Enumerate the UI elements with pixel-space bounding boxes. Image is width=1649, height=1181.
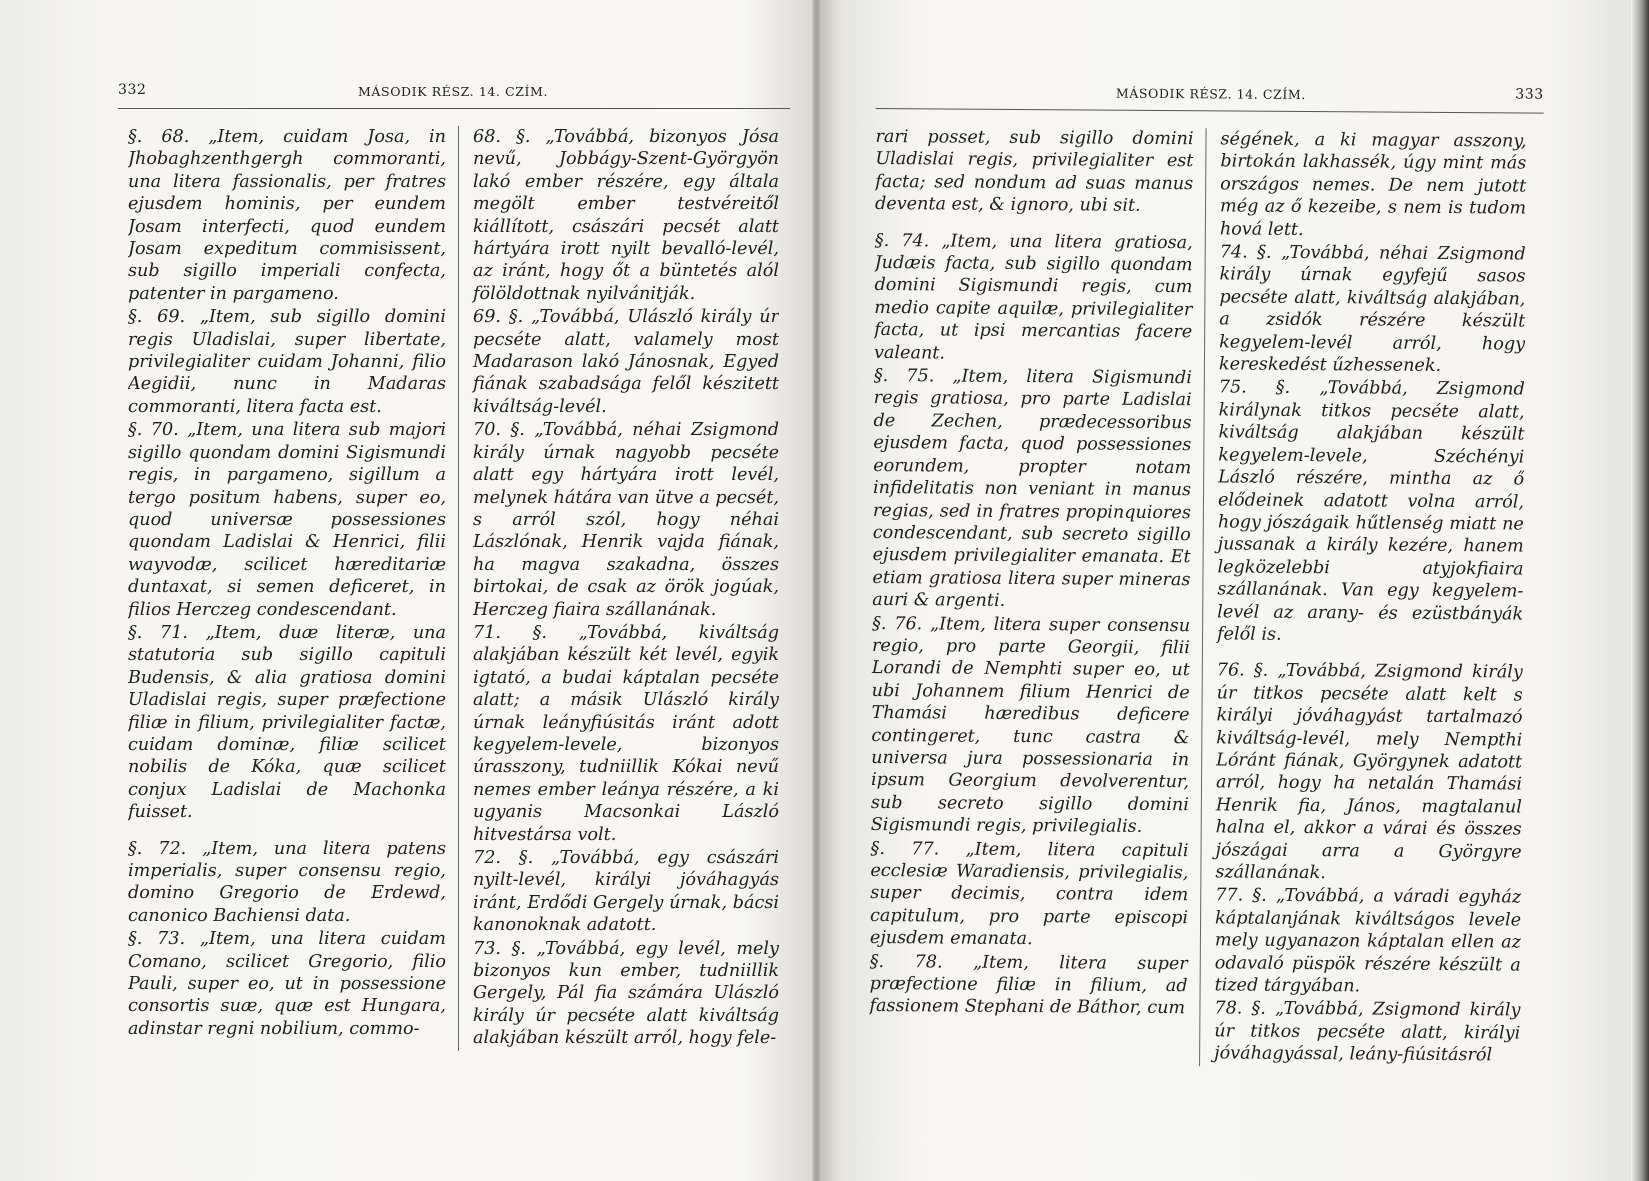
latin-entry: §. 74. „Item, una litera gratiosa, Judæis facta, sub sigillo quondam domini Sigismundi regis, cum medio capite aquilæ, privilegialiter facta, ut ipsi mercantias facere valeant. [873, 230, 1193, 364]
hungarian-entry: 75. §. „Továbbá, Zsigmond királynak titkos pecséte alatt, kiváltság alakjában készült kegyelem-levele, Széchényi László részére, mintha az ő elődeinek adatott volna arról, hogy jószágaik hűtlenség miatt ne jussanak a király kezére, hanem legközelebbi atyjokfiaira szállanának. Van egy kegyelem-levél az arany- és ezüstbányák felől is. [1216, 377, 1525, 645]
latin-column-left [128, 126, 458, 1051]
hungarian-entry: 72. §. „Továbbá, egy császári nyilt-levél, királyi jóváhagyás iránt, Erdődi Gergely úrnak, bácsi kanonoknak adatott. [473, 848, 779, 936]
latin-entry: §. 70. „Item, una litera sub majori sigillo quondam domini Sigismundi regis, in pargameno, sigillum a tergo positum habens, super eo, quod universæ possessiones quondam Ladislai & Henrici, filii wayvodæ, scilicet hæreditariæ duntaxat, si semen deficeret, in filios Herczeg condescendant. [128, 420, 446, 620]
latin-column-right [869, 126, 1206, 1066]
left-running-head [118, 70, 790, 104]
hungarian-entry: 74. §. „Továbbá, néhai Zsigmond király úrnak egyfejű sasos pecséte alatt, kiváltság alakjában, a zsidók részére készült kegyelem-levél arról, hogy kereskedést űzhessenek. [1218, 242, 1526, 377]
header-rule-right [876, 108, 1544, 114]
latin-entry: §. 73. „Item, una litera cuidam Comano, scilicet Gregorio, filio Pauli, super eo, ut in possessione consortis suæ, quæ est Hungara, adinstar regni nobilium, commo- [128, 929, 446, 1039]
hungarian-entry: 69. §. „Továbbá, Ulászló király úr pecséte alatt, valamely most Madarason lakó Jánosnak, Egyed fiának szabadsága felől készitett kiváltság-levél. [473, 307, 779, 417]
hungarian-entry: ségének, a ki magyar asszony, birtokán lakhassék, úgy mint más országos nemes. De nem jutott még az ő kezeibe, s nem is tudom hová lett. [1219, 129, 1527, 240]
latin-entry: §. 78. „Item, litera super præfectione filiæ in filium, ad fassionem Stephani de Báthor, cum [869, 951, 1188, 1019]
running-title-right: MÁSODIK RÉSZ. 14. CZÍM. [1115, 85, 1306, 103]
header-rule-left [118, 108, 790, 109]
page-edge [1631, 0, 1649, 1181]
hungarian-column-right [1200, 128, 1527, 1068]
page-number-right: 333 [1515, 86, 1544, 103]
right-running-head [876, 70, 1544, 109]
hungarian-entry: 77. §. „Továbbá, a váradi egyház káptalanjának kiváltságos levele mely ugyanazon káptalan ellen az odavaló püspök részére készült a tized tárgyában. [1214, 885, 1522, 997]
latin-entry: §. 71. „Item, duæ literæ, una statutoria sub sigillo capituli Budensis, & alia gratiosa domini Uladislai regis, super præfectione filiæ in filium, privilegialiter factæ, cuidam dominæ, filiæ scilicet nobilis de Kóka, quæ scilicet conjux Ladislai de Machonka fuisset. [128, 622, 446, 823]
latin-entry: §. 77. „Item, litera capituli ecclesiæ Waradiensis, privilegialis, super decimis, contra idem capitulum, pro parte episcopi ejusdem emanata. [869, 838, 1189, 950]
hungarian-column-left [459, 126, 779, 1051]
left-columns [128, 126, 783, 1051]
latin-entry: §. 76. „Item, litera super consensu regio, pro parte Georgii, filii Lorandi de Nemphti super eo, ut ubi Johannem filium Henrici de Thamási hæredibus deficere contingeret, tunc castra & universa jura possessionaria in ipsum Georgium devolverentur, sub secreto sigillo domini Sigismundi regis, privilegialis. [870, 613, 1191, 838]
right-page [869, 70, 1544, 1066]
hungarian-entry: 68. §. „Továbbá, bizonyos Jósa nevű, Jobbágy-Szent-Györgyön lakó ember részére, egy általa megölt ember testvéreitől kiállított, császári pecsét alatt hártyára irott nyilt bevalló-levél, az iránt, hogy őt a büntetés alól fölöldottnak nyilvánitják. [473, 127, 779, 304]
hungarian-entry: 71. §. „Továbbá, kiváltság alakjában készült két levél, egyik igtató, a budai káptalan pecséte alatt; a másik Ulászló király úrnak leányfiúsitás iránt adott kegyelem-levele, bizonyos úrasszony, tudniillik Kókai nevű nemes ember leánya részére, a ki ugyanis Macsonkai László hitvestársa volt. [473, 622, 779, 845]
hungarian-entry: 73. §. „Továbbá, egy levél, mely bizonyos kun ember, tudniillik Gergely, Pál fia számára Ulászló király úr pecséte alatt kiváltság alakjában készült arról, hogy fele- [473, 938, 779, 1049]
hungarian-entry: 76. §. „Továbbá, Zsigmond király úr titkos pecséte alatt kelt s királyi jóváhagyást tartalmazó kiváltság-levél, mely Nempthi Lóránt fiának, Györgynek adatott arról, hogy ha netalán Thamási Henrik fia, János, magtalanul halna el, akkor a várai és összes jószágai arra a Györgyre szállanának. [1215, 660, 1523, 884]
latin-entry: §. 75. „Item, litera Sigismundi regis gratiosa, pro parte Ladislai de Zechen, prædecessoribus ejusdem facta, quod possessiones eorundem, propter notam infidelitatis non veniant in manus regias, sed in fratres propinquiores condescendant, sub secreto sigillo ejusdem privilegialiter emanata. Et etiam gratiosa litera super mineras auri & argenti. [872, 366, 1192, 612]
page-number-left: 332 [118, 82, 147, 98]
left-page [118, 70, 790, 1049]
latin-entry: rari posset, sub sigillo domini Uladislai regis, privilegialiter est facta; sed nondum ad suas manus deventa est, & ignoro, ubi sit. [874, 126, 1194, 217]
latin-entry: §. 69. „Item, sub sigillo domini regis Uladislai, super libertate, privilegialiter cuidam Johanni, filio Aegidii, nunc in Madaras commoranti, litera facta est. [128, 307, 446, 417]
running-title-left: MÁSODIK RÉSZ. 14. CZÍM. [358, 84, 549, 99]
hungarian-entry: 70. §. „Továbbá, néhai Zsigmond király úrnak nagyobb pecséte alatt egy hártyára irott levél, melynek hátára van ütve a pecsét, s arról szól, hogy néhai Lászlónak, Henrik vajda fiának, ha magva szakadna, összes birtokai, de csak az örök jogúak, Herczeg fiaira szállanának. [473, 420, 779, 620]
latin-entry: §. 68. „Item, cuidam Josa, in Jhobaghzenthgergh commoranti, una litera fassionalis, per fratres ejusdem hominis, per eundem Josam interfecti, quod eundem Josam expeditum commisissent, sub sigillo imperiali confecta, patenter in pargameno. [128, 127, 446, 304]
hungarian-entry: 78. §. „Továbbá, Zsigmond király úr titkos pecséte alatt, királyi jóváhagyással, leány-fiúsitásról [1214, 998, 1521, 1066]
book-gutter [812, 0, 820, 1181]
latin-entry: §. 72. „Item, una litera patens imperialis, super consensu regio, domino Gregorio de Erdewd, canonico Bachiensi data. [128, 838, 446, 926]
right-columns [869, 126, 1541, 1068]
